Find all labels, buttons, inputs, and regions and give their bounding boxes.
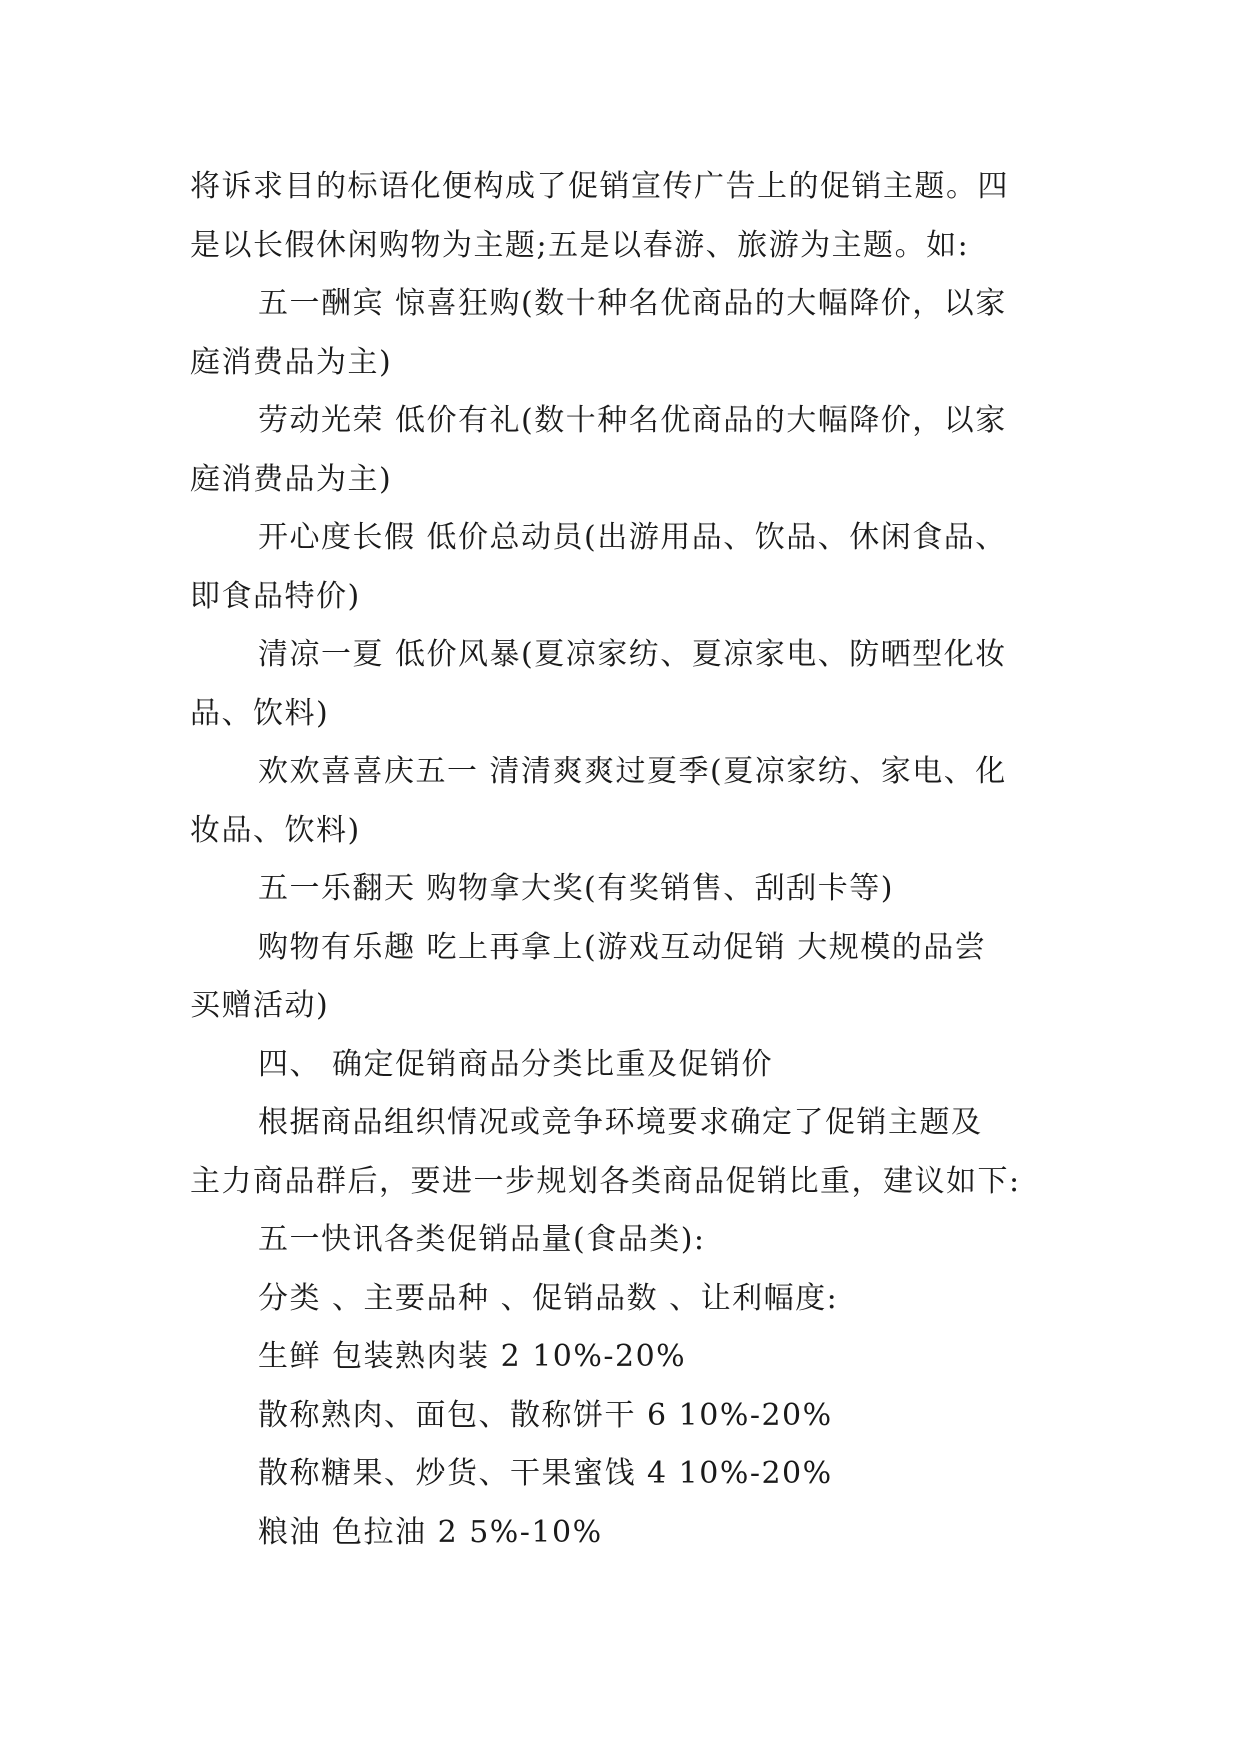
text-line: 购物有乐趣 吃上再拿上(游戏互动促销 大规模的品尝 [258, 929, 987, 965]
text-line: 将诉求目的标语化便构成了促销宣传广告上的促销主题。四 [190, 169, 1009, 204]
text-line: 根据商品组织情况或竞争环境要求确定了促销主题及 [258, 1105, 983, 1140]
text-line: 是以长假休闲购物为主题;五是以春游、旅游为主题。如: [190, 227, 970, 263]
text-line: 五一酬宾 惊喜狂购(数十种名优商品的大幅降价，以家 [258, 286, 1007, 321]
table-row-line: 散称糖果、炒货、干果蜜饯 4 10%-20% [258, 1456, 833, 1491]
text-line: 开心度长假 低价总动员(出游用品、饮品、休闲食品、 [258, 520, 1007, 555]
text-line: 主力商品群后，要进一步规划各类商品促销比重，建议如下: [190, 1163, 1021, 1199]
text-line: 五一快讯各类促销品量(食品类): [258, 1222, 706, 1257]
text-line: 即食品特价) [190, 578, 361, 614]
text-line: 买赠活动) [190, 988, 330, 1023]
text-line: 五一乐翻天 购物拿大奖(有奖销售、刮刮卡等) [258, 871, 894, 906]
document-body [190, 158, 1050, 1562]
text-line: 庭消费品为主) [190, 461, 393, 497]
text-line: 妆品、饮料) [190, 812, 361, 848]
section-heading: 四、 确定促销商品分类比重及促销价 [258, 1046, 774, 1082]
text-line: 庭消费品为主) [190, 344, 393, 380]
table-header-line: 分类 、主要品种 、促销品数 、让利幅度: [258, 1280, 839, 1316]
text-line: 劳动光荣 低价有礼(数十种名优商品的大幅降价，以家 [258, 403, 1007, 438]
table-row-line: 粮油 色拉油 2 5%-10% [258, 1514, 603, 1550]
table-row-line: 散称熟肉、面包、散称饼干 6 10%-20% [258, 1397, 833, 1433]
text-line: 品、饮料) [190, 695, 330, 731]
table-row-line: 生鲜 包装熟肉装 2 10%-20% [258, 1339, 687, 1374]
text-line: 欢欢喜喜庆五一 清清爽爽过夏季(夏凉家纺、家电、化 [258, 754, 1007, 789]
text-line: 清凉一夏 低价风暴(夏凉家纺、夏凉家电、防晒型化妆 [258, 637, 1007, 672]
